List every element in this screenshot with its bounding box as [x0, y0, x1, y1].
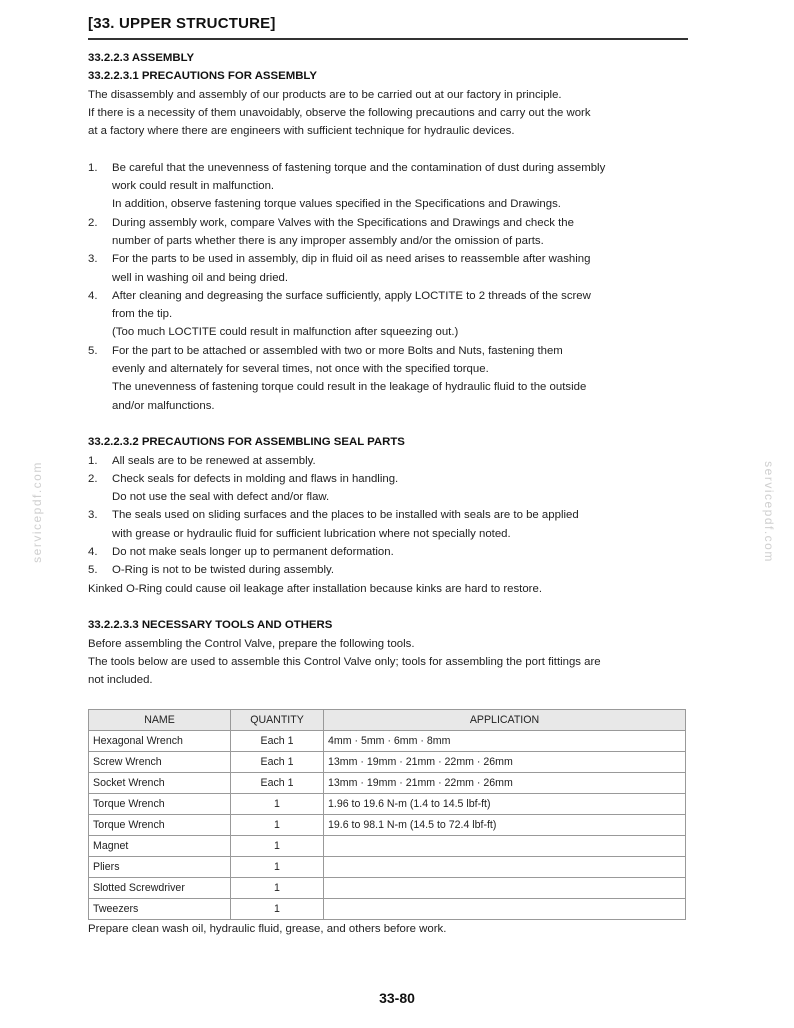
cell-quantity: 1	[231, 815, 324, 836]
text-line: well in washing oil and being dried.	[112, 271, 289, 284]
list-item	[88, 287, 688, 342]
cell-name: Screw Wrench	[89, 752, 231, 773]
item-number: 2.	[88, 472, 98, 485]
text-line: Do not make seals longer up to permanent deformation.	[112, 546, 394, 559]
cell-quantity: 1	[231, 899, 324, 920]
item-number: 1.	[88, 161, 98, 174]
table-row	[89, 857, 686, 878]
cell-quantity: Each 1	[231, 773, 324, 794]
item-number: 5.	[88, 564, 98, 577]
list-item	[88, 452, 688, 470]
cell-quantity: 1	[231, 878, 324, 899]
column-header-name: NAME	[89, 710, 231, 731]
column-header-application: APPLICATION	[324, 710, 686, 731]
item-number: 3.	[88, 509, 98, 522]
section-title: [33. UPPER STRUCTURE]	[88, 15, 276, 32]
text-line: Be careful that the unevenness of fastening torque and the contamination of dust during assembly	[112, 161, 606, 174]
cell-application	[324, 857, 686, 878]
text-line: evenly and alternately for several times, not once with the specified torque.	[112, 363, 489, 376]
cell-name: Pliers	[89, 857, 231, 878]
list-item	[88, 470, 688, 507]
text-line: If there is a necessity of them unavoidably, observe the following precautions and carry out the work	[88, 106, 591, 119]
table-header-row	[89, 710, 686, 731]
item-number: 2.	[88, 216, 98, 229]
cell-name: Tweezers	[89, 899, 231, 920]
subheading-seal-parts: 33.2.2.3.2 PRECAUTIONS FOR ASSEMBLING SEAL PARTS	[88, 436, 405, 449]
text-line: The disassembly and assembly of our products are to be carried out at our factory in principle.	[88, 88, 562, 101]
item-number: 4.	[88, 546, 98, 559]
text-line: The seals used on sliding surfaces and the places to be installed with seals are to be applied	[112, 509, 579, 522]
closing-note: Prepare clean wash oil, hydraulic fluid, grease, and others before work.	[88, 923, 447, 936]
cell-quantity: Each 1	[231, 731, 324, 752]
subheading-precautions-assembly: 33.2.2.3.1 PRECAUTIONS FOR ASSEMBLY	[88, 70, 317, 83]
cell-application: 13mm · 19mm · 21mm · 22mm · 26mm	[324, 773, 686, 794]
text-line: (Too much LOCTITE could result in malfunction after squeezing out.)	[112, 326, 459, 339]
text-line: from the tip.	[112, 308, 173, 321]
text-line: All seals are to be renewed at assembly.	[112, 454, 316, 467]
item-number: 5.	[88, 344, 98, 357]
text-line: The tools below are used to assemble this Control Valve only; tools for assembling the port fittings are	[88, 655, 601, 668]
item-number: 1.	[88, 454, 98, 467]
text-line: Before assembling the Control Valve, prepare the following tools.	[88, 637, 415, 650]
cell-application: 19.6 to 98.1 N-m (14.5 to 72.4 lbf-ft)	[324, 815, 686, 836]
intro-paragraph	[88, 86, 688, 141]
table-row	[89, 815, 686, 836]
list-item	[88, 214, 688, 251]
text-line: After cleaning and degreasing the surface sufficiently, apply LOCTITE to 2 threads of the screw	[112, 289, 591, 302]
page-header	[88, 14, 688, 40]
table-row	[89, 752, 686, 773]
item-number: 4.	[88, 289, 98, 302]
section-heading-assembly: 33.2.2.3 ASSEMBLY	[88, 52, 195, 64]
column-header-quantity: QUANTITY	[231, 710, 324, 731]
table-row	[89, 794, 686, 815]
table-row	[89, 773, 686, 794]
cell-name: Hexagonal Wrench	[89, 731, 231, 752]
page-number: 33-80	[379, 990, 415, 1006]
table-row	[89, 836, 686, 857]
cell-application	[324, 878, 686, 899]
list-item	[88, 543, 688, 561]
cell-name: Torque Wrench	[89, 794, 231, 815]
table-row	[89, 878, 686, 899]
cell-name: Torque Wrench	[89, 815, 231, 836]
text-line: and/or malfunctions.	[112, 399, 215, 412]
cell-application: 13mm · 19mm · 21mm · 22mm · 26mm	[324, 752, 686, 773]
text-line: The unevenness of fastening torque could result in the leakage of hydraulic fluid to the outside	[112, 381, 587, 394]
text-line: with grease or hydraulic fluid for sufficient lubrication where not specially noted.	[112, 527, 511, 540]
cell-application	[324, 899, 686, 920]
cell-application	[324, 836, 686, 857]
cell-name: Magnet	[89, 836, 231, 857]
cell-quantity: Each 1	[231, 752, 324, 773]
list-item	[88, 159, 688, 214]
document-body	[88, 49, 688, 939]
tools-table	[88, 709, 686, 920]
text-line: For the part to be attached or assembled with two or more Bolts and Nuts, fastening them	[112, 344, 563, 357]
text-line: not included.	[88, 674, 153, 687]
list-item	[88, 342, 688, 415]
cell-quantity: 1	[231, 836, 324, 857]
cell-name: Slotted Screwdriver	[89, 878, 231, 899]
watermark-right: servicepdf.com	[761, 461, 776, 563]
cell-application: 4mm · 5mm · 6mm · 8mm	[324, 731, 686, 752]
text-line: Do not use the seal with defect and/or flaw.	[112, 491, 330, 504]
cell-quantity: 1	[231, 794, 324, 815]
text-line: Check seals for defects in molding and flaws in handling.	[112, 472, 399, 485]
text-line: Kinked O-Ring could cause oil leakage after installation because kinks are hard to restore.	[88, 582, 542, 595]
table-row	[89, 899, 686, 920]
cell-quantity: 1	[231, 857, 324, 878]
text-line: For the parts to be used in assembly, dip in fluid oil as need arises to reassemble after washing	[112, 253, 591, 266]
text-line: During assembly work, compare Valves with the Specifications and Drawings and check the	[112, 216, 574, 229]
subheading-tools: 33.2.2.3.3 NECESSARY TOOLS AND OTHERS	[88, 619, 333, 632]
cell-application: 1.96 to 19.6 N-m (1.4 to 14.5 lbf-ft)	[324, 794, 686, 815]
text-line: work could result in malfunction.	[112, 180, 275, 193]
text-line: at a factory where there are engineers with sufficient technique for hydraulic devices.	[88, 125, 515, 138]
text-line: In addition, observe fastening torque values specified in the Specifications and Drawings.	[112, 198, 561, 211]
list-item	[88, 561, 688, 579]
list-item	[88, 250, 688, 287]
list-item	[88, 506, 688, 543]
item-number: 3.	[88, 253, 98, 266]
text-line: O-Ring is not to be twisted during assembly.	[112, 564, 335, 577]
watermark-left: servicepdf.com	[29, 461, 44, 563]
text-line: number of parts whether there is any improper assembly and/or the omission of parts.	[112, 234, 544, 247]
table-row	[89, 731, 686, 752]
cell-name: Socket Wrench	[89, 773, 231, 794]
